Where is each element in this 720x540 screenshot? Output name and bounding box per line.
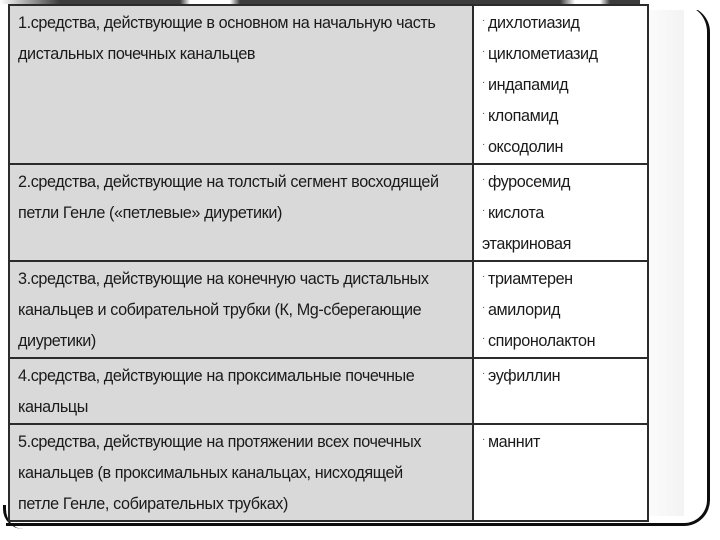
drug-name: маннит <box>487 433 541 451</box>
drug-item <box>482 167 647 198</box>
drug-item <box>482 427 647 458</box>
drug-name: кислота <box>487 204 544 222</box>
bullet-icon: · <box>482 205 485 216</box>
drugs-cell <box>473 164 648 261</box>
group-text-line: 5.средства, действующие на протяжении всех почечных <box>18 433 422 451</box>
group-text-line: канальцев и собирательной трубки (К, Mg-сберегающие <box>18 301 422 319</box>
group-description <box>18 167 472 229</box>
drug-name: циклометиазид <box>487 45 598 63</box>
bullet-icon: · <box>482 368 485 379</box>
drug-item <box>482 101 647 132</box>
diuretics-classification-table <box>8 4 649 522</box>
drug-item <box>482 264 647 295</box>
drug-item <box>482 70 647 101</box>
group-text-line: дистальных почечных канальцев <box>18 45 256 63</box>
table-body <box>9 5 648 521</box>
group-text-line: 2.средства, действующие на толстый сегмент восходящей <box>18 173 439 191</box>
drug-name: клопамид <box>487 107 559 125</box>
group-text-line: 1.средства, действующие в основном на начальную часть <box>18 14 436 32</box>
drug-name: индапамид <box>487 76 569 94</box>
drug-name-continuation: этакриновая <box>482 235 571 253</box>
group-text-line: петле Генле, собирательных трубках) <box>18 495 288 513</box>
bullet-icon: · <box>482 139 485 150</box>
group-text-line: 4.средства, действующие на проксимальные почечные <box>18 367 415 385</box>
bullet-icon: · <box>482 108 485 119</box>
drug-item <box>482 361 647 392</box>
group-description <box>18 361 472 423</box>
group-cell <box>9 5 473 164</box>
table-row <box>9 164 648 261</box>
drug-name: триамтерен <box>487 270 573 288</box>
bullet-icon: · <box>482 333 485 344</box>
group-cell <box>9 358 473 424</box>
bullet-icon: · <box>482 434 485 445</box>
bullet-icon: · <box>482 77 485 88</box>
drug-name: фуросемид <box>487 173 571 191</box>
drugs-cell <box>473 424 648 521</box>
drugs-cell <box>473 5 648 164</box>
drug-item <box>482 8 647 39</box>
drug-name: оксодолин <box>487 138 564 156</box>
table-row <box>9 424 648 521</box>
drug-item <box>482 39 647 70</box>
group-cell <box>9 424 473 521</box>
drug-item <box>482 295 647 326</box>
group-description <box>18 8 472 70</box>
table-row <box>9 261 648 358</box>
group-description <box>18 427 472 520</box>
drug-item <box>482 326 647 357</box>
drug-name: дихлотиазид <box>487 14 580 32</box>
drug-name: эуфиллин <box>487 367 561 385</box>
group-text-line: петли Генле («петлевые» диуретики) <box>18 204 282 222</box>
group-cell <box>9 261 473 358</box>
drug-item <box>482 198 647 229</box>
group-cell <box>9 164 473 261</box>
drug-name: амилорид <box>487 301 561 319</box>
drugs-cell <box>473 358 648 424</box>
drugs-cell <box>473 261 648 358</box>
group-text-line: 3.средства, действующие на конечную часть дистальных <box>18 270 429 288</box>
table-row <box>9 5 648 164</box>
frame-gap <box>640 0 720 10</box>
group-text-line: канальцев (в проксимальных канальцах, нисходящей <box>18 464 403 482</box>
bullet-icon: · <box>482 46 485 57</box>
drug-item <box>482 132 647 163</box>
bullet-icon: · <box>482 271 485 282</box>
group-text-line: диуретики) <box>18 332 96 350</box>
bullet-icon: · <box>482 302 485 313</box>
bullet-icon: · <box>482 174 485 185</box>
bullet-icon: · <box>482 15 485 26</box>
drug-name: спиронолактон <box>487 332 596 350</box>
group-text-line: канальцы <box>18 398 88 416</box>
group-description <box>18 264 472 357</box>
table-row <box>9 358 648 424</box>
